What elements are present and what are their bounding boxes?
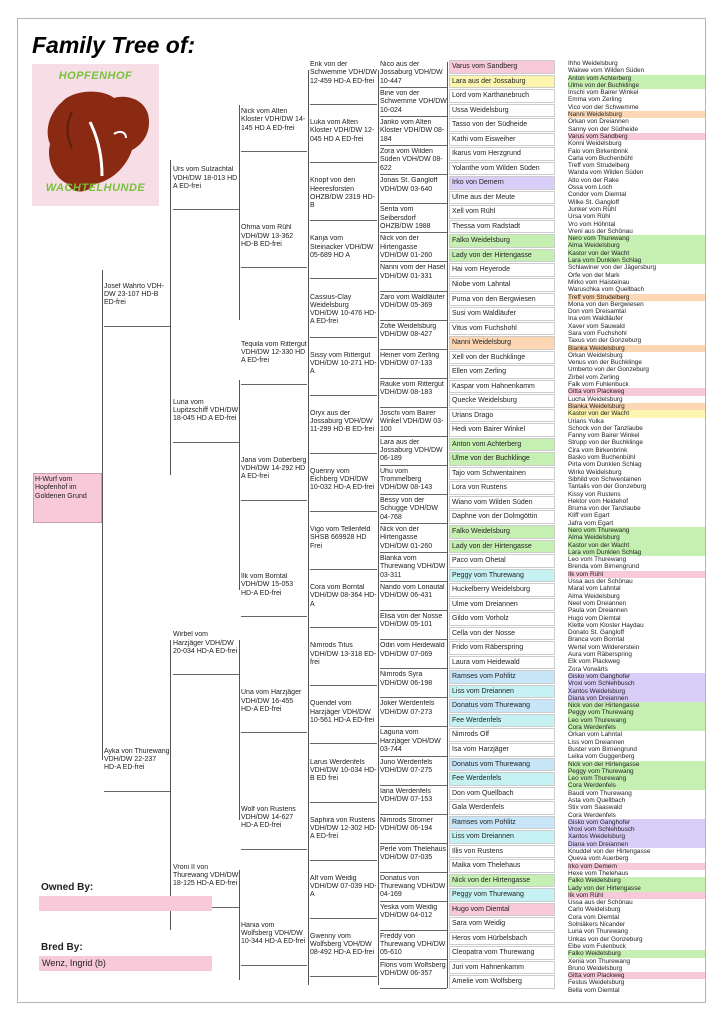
ancestor-gen7: Daphne von der Dolmgöttin <box>449 510 555 524</box>
ancestor-gen6: Janko vom Alten Kloster VDH/DW 08-184 <box>380 119 447 146</box>
ancestor-gen7: Yolanthe vom Wilden Süden <box>449 162 555 176</box>
connector-line <box>239 380 240 590</box>
owned-by-field[interactable] <box>39 896 212 911</box>
ancestor-gen7: Isa vom Harzjäger <box>449 743 555 757</box>
ancestor-gen7: Ulme vom Dreiannen <box>449 598 555 612</box>
ancestor-gen8: Orkan vom Lahntal <box>568 731 622 739</box>
ancestor-gen7: Tajo vom Schwentainen <box>449 467 555 481</box>
ancestor-gen6: Perle vom Thelehaus VDH/DW 07-035 <box>380 846 447 873</box>
connector-line <box>308 70 309 985</box>
connector-line <box>170 160 171 475</box>
ancestor-gen8: Wanda vom Wilden Süden <box>568 169 644 177</box>
ancestor-gen6: Nando vom Lonautal VDH/DW 06-431 <box>380 584 447 611</box>
ancestor-gen4: Wolf von Rustens VDH/DW 14-627 HD-A ED-frei <box>241 806 307 850</box>
ancestor-gen5: Quenny vom Eichberg VDH/DW 10-032 HD-A ED-frei <box>310 468 377 512</box>
ancestor-gen6: Zora vom Wilden Süden VDH/DW 08-622 <box>380 148 447 175</box>
ancestor-gen8: Wakwe vom Wilden Süden <box>568 67 645 75</box>
ancestor-gen8: Cora vom Diemtal <box>568 913 620 921</box>
ancestor-gen8: Asta vom Quellbach <box>568 796 626 804</box>
ancestor-gen8: Vro vom Höhntal <box>568 220 616 228</box>
ancestor-gen7: Ussa Weidelsburg <box>449 104 555 118</box>
ancestor-gen6: Blanka vom Thurewang VDH/DW 03-311 <box>380 555 447 582</box>
ancestor-gen8: Leo vom Thurewang <box>568 775 705 782</box>
ancestor-gen8: Condor vom Diemtal <box>568 191 627 199</box>
connector-line <box>102 270 103 760</box>
ancestor-gen7: Wiano vom Wilden Süden <box>449 496 555 510</box>
ancestor-gen8: Leika vom Guggenberg <box>568 753 635 761</box>
ancestor-gen8: Emma vom Zerling <box>568 96 622 104</box>
ancestor-gen6: Freddy von Thurewang VDH/DW 05-610 <box>380 933 447 960</box>
ancestor-gen8: Xantos Weidelsburg <box>568 833 705 840</box>
ancestor-gen8: Nero vom Thurewang <box>568 527 705 534</box>
ancestor-gen8: Cira vom Birkenbrink <box>568 446 628 454</box>
logo-text-bottom: WACHTELHUNDE <box>45 182 146 194</box>
ancestor-gen6: Nick von der Hirtengasse VDH/DW 01-260 <box>380 235 447 262</box>
ancestor-gen8: Paula von Dreiannen <box>568 607 628 615</box>
ancestor-gen7: Thessa vom Radstadt <box>449 220 555 234</box>
ancestor-gen5: Vigo vom Tellenfeld SHSB 669928 HD Frei <box>310 526 377 570</box>
ancestor-gen8: Cora Werdenfels <box>568 782 705 789</box>
connector-line <box>239 640 240 820</box>
ancestor-gen8: Festus Weidelsburg <box>568 979 625 987</box>
ancestor-gen8: Bruma von der Tanzlaube <box>568 505 641 513</box>
ancestor-gen8: Bianka Weidelsburg <box>568 345 705 352</box>
ancestor-gen8: Fanny vom Bairer Winkel <box>568 432 640 440</box>
ancestor-gen4: Tequila vom Rittergut VDH/DW 12-330 HD A ED-frei <box>241 341 307 385</box>
ancestor-gen8: Carla vom Buchenbühl <box>568 154 633 162</box>
ancestor-gen7: Urians Drago <box>449 409 555 423</box>
ancestor-gen8: Alto von der Rake <box>568 176 619 184</box>
ancestor-gen7: Ulme aus der Meute <box>449 191 555 205</box>
ancestor-gen7: Gildo vom Vorholz <box>449 612 555 626</box>
ancestor-gen7: Lady von der Hirtengasse <box>449 249 555 263</box>
ancestor-gen5: Luka vom Alten Kloster VDH/DW 12-045 HD A ED-frei <box>310 119 377 163</box>
ancestor-gen8: Aura vom Räberspring <box>568 651 632 659</box>
ancestor-gen8: Carlo Weidelsburg <box>568 906 621 914</box>
ancestor-gen8: Mona von den Bergwiesen <box>568 300 644 308</box>
ancestor-gen4: Ilk vom Borntal VDH/DW 15-053 HD-A ED-frei <box>241 573 307 617</box>
ancestor-gen7: Lora von Rustens <box>449 481 555 495</box>
kennel-logo <box>32 64 159 206</box>
ancestor-gen8: Sanny von der Südheide <box>568 125 638 133</box>
ancestor-gen6: Floris vom Wolfsberg VDH/DW 06-357 <box>380 962 447 989</box>
ancestor-gen7: Kaspar vom Hahnenkamm <box>449 380 555 394</box>
ancestor-gen5: Cora vom Borntal VDH/DW 08-364 HD-A <box>310 584 377 628</box>
ancestor-gen8: Cora Werdenfels <box>568 811 616 819</box>
ancestor-gen8: Knuddel von der Hirtengasse <box>568 848 651 856</box>
ancestor-gen7: Ulme von der Buchklinge <box>449 452 555 466</box>
ancestor-gen8: Mirko vom Haisteinau <box>568 278 630 286</box>
ancestor-gen8: Bianka Weidelsburg <box>568 403 705 410</box>
ancestor-gen8: Vroxi vom Schlehbusch <box>568 680 705 687</box>
ancestor-gen8: Falko Weidelsburg <box>568 877 705 884</box>
ancestor-gen3: Wirbel vom Harzjäger VDH/DW 20-034 HD-A ED-frei <box>173 631 239 675</box>
ancestor-gen5: Gwenny vom Wolfsberg VDH/DW 08-492 HD-A ED-frei <box>310 933 377 977</box>
ancestor-gen8: Buster vom Birnengrund <box>568 745 637 753</box>
ancestor-gen8: Orkan von Dreiannen <box>568 118 629 126</box>
ancestor-gen8: Elk vom Plackweg <box>568 658 620 666</box>
ancestor-gen8: Kastor von der Wacht <box>568 250 705 257</box>
ancestor-gen8: Zirbel vom Zerling <box>568 373 620 381</box>
ancestor-gen5: Nimrods Titus VDH/DW 13-318 ED-frei <box>310 642 377 686</box>
ancestor-gen8: Bella vom Diemtal <box>568 986 620 994</box>
ancestor-gen8-list <box>568 60 705 994</box>
connector-line <box>447 62 448 988</box>
ancestor-gen6: Joker Werdenfels VDH/DW 07-273 <box>380 700 447 727</box>
ancestor-gen7: Cella von der Nosse <box>449 627 555 641</box>
ancestor-gen5: Alf vom Weidig VDH/DW 07-039 HD-A <box>310 875 377 919</box>
ancestor-gen8: Stix vom Saaswald <box>568 804 622 812</box>
ancestor-gen8: Nick von der Hirtengasse <box>568 761 705 768</box>
ancestor-gen8: Lara vom Dunklen Schlag <box>568 549 705 556</box>
ancestor-gen8: Taxus von der Gonzeburg <box>568 337 642 345</box>
ancestor-gen7: Ellen vom Zerling <box>449 365 555 379</box>
ancestor-gen8: Sara vom Fuchshohl <box>568 329 627 337</box>
ancestor-gen8: Ursa vom Rühl <box>568 213 611 221</box>
ancestor-gen5: Saphira von Rustens VDH/DW 12-302 HD-A ED-frei <box>310 817 377 861</box>
ancestor-gen6: Nico aus der Jossaburg VDH/DW 10-447 <box>380 61 447 88</box>
ancestor-gen8: Leo vom Thurewang <box>568 717 705 724</box>
ancestor-gen6: Zaro vom Waldläufer VDH/DW 05-369 <box>380 294 447 321</box>
ancestor-gen8: Gitta vom Plackweg <box>568 388 705 395</box>
ancestor-gen8: Pirta vom Dunklen Schlag <box>568 461 642 469</box>
ancestor-gen4: Nick vom Alten Kloster VDH/DW 14-145 HD A ED-frei <box>241 108 307 152</box>
ancestor-gen8: Vroxi vom Schlehbusch <box>568 826 705 833</box>
owned-by-label: Owned By: <box>41 882 94 893</box>
ancestor-gen6: Iana Werdenfels VDH/DW 07-153 <box>380 788 447 815</box>
ancestor-gen8: Nick von der Hirtengasse <box>568 702 705 709</box>
ancestor-gen7: Tasso von der Südheide <box>449 118 555 132</box>
ancestor-gen8: Ihho Weidelsburg <box>568 60 618 67</box>
ancestor-gen6: Laguna vom Harzjäger VDH/DW 03-744 <box>380 729 447 756</box>
ancestor-gen8: Sibhild von Schwentainen <box>568 475 642 483</box>
ancestor-gen6: Odin vom Heidewald VDH/DW 07-069 <box>380 642 447 669</box>
ancestor-gen8: Ussa aus der Schönau <box>568 899 633 907</box>
ancestor-gen8: Xaver vom Sauwald <box>568 322 625 330</box>
ancestor-gen5: Knopf von den Heeresforsten OHZB/DW 2319 HD-B <box>310 177 377 221</box>
ancestor-gen7: Hedi vom Bairer Winkel <box>449 423 555 437</box>
ancestor-gen5: Kanja vom Steinacker VDH/DW 05-689 HD A <box>310 235 377 279</box>
ancestor-gen7: Donatus vom Thurewang <box>449 758 555 772</box>
ancestor-gen8: Hektor vom Heidehof <box>568 497 629 505</box>
ancestor-gen7: Kathi vom Eisweiher <box>449 133 555 147</box>
ancestor-gen8: Gisko vom Ganghofer <box>568 673 705 680</box>
ancestor-gen4: Una vom Harzjäger VDH/DW 16-455 HD-A ED-frei <box>241 689 307 733</box>
ancestor-gen8: Lara vom Dunklen Schlag <box>568 257 705 264</box>
ancestor-gen5: Larus Werdenfels VDH/DW 10-034 HD-B ED frei <box>310 759 377 803</box>
ancestor-gen7: Hugo vom Diemtal <box>449 903 555 917</box>
ancestor-gen7: Amelie vom Wolfsberg <box>449 975 555 989</box>
connector-line <box>170 640 171 930</box>
ancestor-gen8: Gisko vom Ganghofer <box>568 819 705 826</box>
ancestor-gen8: Venus von der Buchklinge <box>568 359 642 367</box>
connector-line <box>239 870 240 980</box>
ancestor-gen8: Branca vom Borntal <box>568 636 625 644</box>
ancestor-gen6: Uhu vom Trommelberg VDH/DW 08-143 <box>380 468 447 495</box>
ancestor-gen8: Elbe vom Fulenbuck <box>568 942 626 950</box>
ancestor-gen8: Falko Weidelsburg <box>568 950 705 957</box>
ancestor-gen5: Cassius-Clay Weidelsburg VDH/DW 10-476 HD-A ED-frei <box>310 294 377 338</box>
ancestor-gen8: Vreni aus der Schönau <box>568 227 633 235</box>
ancestor-gen8: Wertel vom Wildererstein <box>568 643 640 651</box>
ancestor-gen6: Bessy von der Schugge VDH/DW 04-768 <box>380 497 447 524</box>
ancestor-gen7: Ramses vom Pohlitz <box>449 670 555 684</box>
ancestor-gen7: Peggy vom Thurewang <box>449 569 555 583</box>
ancestor-gen6: Jonas St. Gangloff VDH/DW 03-640 <box>380 177 447 204</box>
ancestor-gen8: Don vom Dreisamtal <box>568 308 626 316</box>
ancestor-gen7: Xell vom Rühl <box>449 205 555 219</box>
ancestor-gen8: Anton vom Achterberg <box>568 75 705 82</box>
ancestor-gen8: Xantos Weidelsburg <box>568 688 705 695</box>
ancestor-gen8: Falk vom Fuhlenbuck <box>568 381 629 389</box>
ancestor-gen7: Falko Weidelsburg <box>449 234 555 248</box>
ancestor-gen7: Gala Werdenfels <box>449 801 555 815</box>
ancestor-gen7: Falko Weidelsburg <box>449 525 555 539</box>
ancestor-gen5: Erik von der Schwemme VDH/DW 12-459 HD-A ED-frei <box>310 61 377 105</box>
ancestor-gen6: Heiner vom Zerling VDH/DW 07-133 <box>380 352 447 379</box>
ancestor-gen8: Schlawiner von der Jägersburg <box>568 264 657 272</box>
ancestor-gen7: Don vom Quellbach <box>449 787 555 801</box>
ancestor-gen8: Lady von der Hirtengasse <box>568 885 705 892</box>
ancestor-gen4: Hania vom Wolfsberg VDH/DW 10-344 HD-A ED-frei <box>241 922 307 966</box>
ancestor-gen8: Neel vom Dreiannen <box>568 599 627 607</box>
ancestor-gen7: Quecke Weidelsburg <box>449 394 555 408</box>
ancestor-gen8: Irko vom Demern <box>568 863 705 870</box>
ancestor-gen7: Frido vom Räberspring <box>449 641 555 655</box>
ancestor-gen7: Juri vom Hahnenkamm <box>449 961 555 975</box>
ancestor-gen6: Zofie Weidelsburg VDH/DW 08-427 <box>380 323 447 350</box>
ancestor-gen8: Diana von Dreiannen <box>568 841 705 848</box>
ancestor-gen7: Fee Werdenfels <box>449 772 555 786</box>
ancestor-gen3: Urs vom Sulzachtal VDH/DW 18-013 HD A ED-frei <box>173 166 239 210</box>
bred-by-label: Bred By: <box>41 942 83 953</box>
ancestor-gen5: Quendel vom Harzjäger VDH/DW 10-561 HD-A ED-frei <box>310 700 377 744</box>
ancestor-gen8: Diana von Dreiannen <box>568 695 705 702</box>
ancestor-gen8: Wilke St. Gangloff <box>568 198 620 206</box>
ancestor-gen7: Heros vom Hürbelsbach <box>449 932 555 946</box>
ancestor-gen3: Luna vom Lupitzschiff VDH/DW 18-045 HD A ED-frei <box>173 399 239 443</box>
ancestor-gen5: Oryx aus der Jossaburg VDH/DW 11-299 HD-B ED-frei <box>310 410 377 454</box>
ancestor-gen8: Liss vom Dreiannen <box>568 738 625 746</box>
ancestor-gen8: Kissy von Rustens <box>568 490 621 498</box>
ancestor-gen8: Treff vom Strudelberg <box>568 294 705 301</box>
ancestor-gen7: Paco vom Ohetal <box>449 554 555 568</box>
ancestor-gen2: Ayka von Thurewang VDH/DW 22-237 HD-A ED-frei <box>104 748 170 792</box>
ancestor-gen8: Klette vom Kloster Haydau <box>568 621 644 629</box>
logo-text-top: HOPFENHOF <box>58 70 133 82</box>
ancestor-gen8: Schock von der Tanzlaube <box>568 424 643 432</box>
bred-by-field[interactable]: Wenz, Ingrid (b) <box>39 956 212 971</box>
ancestor-gen8: Wirko Weidelsburg <box>568 468 622 476</box>
ancestor-gen8: Peggy vom Thurewang <box>568 709 705 716</box>
ancestor-gen6: Nimrods Syra VDH/DW 06-198 <box>380 671 447 698</box>
subject-dog: H-Wurf vom Hopfenhof im Goldenen Grund <box>33 473 102 523</box>
ancestor-gen7: Nanni Weidelsburg <box>449 336 555 350</box>
ancestor-gen8: Kliff vom Egart <box>568 512 610 520</box>
ancestor-gen8: Xenia von Thurewang <box>568 957 631 965</box>
ancestor-gen2: Josef Wahrto VDH-DW 23-107 HD-B ED-frei <box>104 283 170 327</box>
ancestor-gen7: Sara vom Weidig <box>449 917 555 931</box>
ancestor-gen8: Konni Weidelsburg <box>568 140 622 148</box>
ancestor-gen7: Donatus vom Thurewang <box>449 699 555 713</box>
ancestor-gen6: Juno Werdenfels VDH/DW 07-275 <box>380 759 447 786</box>
ancestor-gen7: Laura vom Heidewald <box>449 656 555 670</box>
ancestor-gen6: Yeska vom Weidig VDH/DW 04-012 <box>380 904 447 931</box>
ancestor-gen8: Bruno Weidelsburg <box>568 964 623 972</box>
ancestor-gen6: Lara aus der Jossaburg VDH/DW 06-189 <box>380 439 447 466</box>
ancestor-gen6: Donatus von Thurewang VDH/DW 04-169 <box>380 875 447 902</box>
ancestor-gen8: Varus vom Sandberg <box>568 133 705 140</box>
ancestor-gen8: Basko vom Buchenbühl <box>568 454 636 462</box>
ancestor-gen7: Varus vom Sandberg <box>449 60 555 74</box>
ancestor-gen8: Baudi vom Thurewang <box>568 789 632 797</box>
ancestor-gen7: Nick von der Hirtengasse <box>449 874 555 888</box>
ancestor-gen7: Vitus vom Fuchshohl <box>449 322 555 336</box>
ancestor-gen7: Puma von den Bergwiesen <box>449 293 555 307</box>
ancestor-gen8: Donato St. Gangloff <box>568 629 625 637</box>
ancestor-gen8: Hexe vom Thelehaus <box>568 869 629 877</box>
ancestor-gen6: Elisa von der Nosse VDH/DW 05-101 <box>380 613 447 640</box>
ancestor-gen6: Bine von der Schwemme VDH/DW 10-024 <box>380 90 447 117</box>
ancestor-gen8: Treff vom Strudelberg <box>568 162 630 170</box>
ancestor-gen8: Umberto von der Gonzeburg <box>568 366 649 374</box>
ancestor-gen7: Lady von der Hirtengasse <box>449 540 555 554</box>
ancestor-gen8: Cora Werdenfels <box>568 724 705 731</box>
ancestor-gen8: Maral vom Lahntal <box>568 585 621 593</box>
ancestor-gen6: Nimrods Stromer VDH/DW 06-194 <box>380 817 447 844</box>
ancestor-gen6: Nanni vom der Hasel VDH/DW 01-331 <box>380 264 447 291</box>
ancestor-gen7: Ikarus vom Herzgrund <box>449 147 555 161</box>
ancestor-gen8: Ina vom Waldläufer <box>568 315 623 323</box>
ancestor-gen8: Urians Yulka <box>568 417 604 425</box>
ancestor-gen6: Nick von der Hirtengasse VDH/DW 01-260 <box>380 526 447 553</box>
ancestor-gen4: Ohma vom Rühl VDH/DW 13-362 HD-B ED-frei <box>241 224 307 268</box>
ancestor-gen8: Inschi vom Bairer Winkel <box>568 89 639 97</box>
ancestor-gen8: Orkan Weidelsburg <box>568 351 623 359</box>
ancestor-gen8: Luna von Thurewang <box>568 928 628 936</box>
ancestor-gen8: Tantalis von der Gonzeburg <box>568 483 647 491</box>
ancestor-gen8: Ussa aus der Schönau <box>568 578 633 586</box>
ancestor-gen8: Leo vom Thurewang <box>568 556 627 564</box>
ancestor-gen7: Cleopatra vom Thurewang <box>449 946 555 960</box>
ancestor-gen7: Xell von der Buchklinge <box>449 351 555 365</box>
ancestor-gen7: Lord vom Karthanebruch <box>449 89 555 103</box>
ancestor-gen8: Ilk vom Rühl <box>568 892 705 899</box>
ancestor-gen6: Senta vom Seibersdorf OHZB/DW 1988 <box>380 206 447 233</box>
ancestor-gen8: Zora Vorwärts <box>568 665 608 673</box>
ancestor-gen8: Lucha Weidelsburg <box>568 395 623 403</box>
ancestor-gen7: Hai vom Heyerode <box>449 263 555 277</box>
ancestor-gen8: Kastor von der Wacht <box>568 542 705 549</box>
ancestor-gen8: Alma Weidelsburg <box>568 534 705 541</box>
ancestor-gen6: Joschi vom Bairer Winkel VDH/DW 03-100 <box>380 410 447 437</box>
ancestor-gen8: Falo vom Birkenbrink <box>568 147 629 155</box>
ancestor-gen8: Alma Weidelsburg <box>568 592 620 600</box>
ancestor-gen7: Niobe vom Lahntal <box>449 278 555 292</box>
ancestor-gen8: Orfe von der Mark <box>568 271 620 279</box>
ancestor-gen8: Waruschka vom Quellbach <box>568 286 645 294</box>
ancestor-gen8: Vico von der Schwemme <box>568 103 639 111</box>
ancestor-gen7: Illis von Rustens <box>449 845 555 859</box>
ancestor-gen8: Nanni Weidelsburg <box>568 111 705 118</box>
ancestor-gen8: Ilk vom Rühl <box>568 571 705 578</box>
ancestor-gen7: Nimrods Olf <box>449 728 555 742</box>
ancestor-gen8: Unkas von der Gonzeburg <box>568 935 643 943</box>
ancestor-gen8: Nero vom Thurewang <box>568 235 705 242</box>
ancestor-gen7: Maika vom Thelehaus <box>449 859 555 873</box>
ancestor-gen8: Jafra vom Egart <box>568 519 614 527</box>
ancestor-gen8: Alma Weidelsburg <box>568 242 705 249</box>
ancestor-gen8: Ossa vom Loch <box>568 184 613 192</box>
ancestor-gen7: Lara aus der Jossaburg <box>449 75 555 89</box>
ancestor-gen7: Fee Werdenfels <box>449 714 555 728</box>
ancestor-gen3: Vroni II von Thurewang VDH/DW 18-125 HD-A ED-frei <box>173 864 239 908</box>
ancestor-gen8: Kastor von der Wacht <box>568 410 705 417</box>
ancestor-gen8: Solniäkers Nicander <box>568 921 626 929</box>
page-title: Family Tree of: <box>32 32 196 58</box>
ancestor-gen7: Ramses vom Pohlitz <box>449 816 555 830</box>
ancestor-gen4: Jana vom Doberberg VDH/DW 14-292 HD A ED-frei <box>241 457 307 501</box>
connector-line <box>378 70 379 985</box>
ancestor-gen7: Anton vom Achterberg <box>449 438 555 452</box>
ancestor-gen8: Junker vom Rühl <box>568 205 616 213</box>
ancestor-gen8: Brenda vom Birnengrund <box>568 563 640 571</box>
ancestor-gen6: Rauke vom Rittergut VDH/DW 08-183 <box>380 381 447 408</box>
ancestor-gen7: Huckelberry Weidelsburg <box>449 583 555 597</box>
ancestor-gen7: Liss vom Dreiannen <box>449 685 555 699</box>
ancestor-gen8: Gitta vom Plackweg <box>568 972 705 979</box>
ancestor-gen8: Queva vom Auerberg <box>568 855 629 863</box>
ancestor-gen5: Sissy vom Rittergut VDH/DW 10-271 HD-A <box>310 352 377 396</box>
ancestor-gen7: Liss vom Dreiannen <box>449 830 555 844</box>
connector-line <box>239 105 240 320</box>
ancestor-gen8: Peggy vom Thurewang <box>568 768 705 775</box>
ancestor-gen8: Ulme von der Buchklinge <box>568 82 705 89</box>
ancestor-gen7: Peggy vom Thurewang <box>449 888 555 902</box>
ancestor-gen8: Strupp von der Buchklinge <box>568 439 643 447</box>
ancestor-gen8: Hugo vom Diemtal <box>568 614 621 622</box>
ancestor-gen7: Susi vom Waldläufer <box>449 307 555 321</box>
ancestor-gen7: Irko von Demern <box>449 176 555 190</box>
